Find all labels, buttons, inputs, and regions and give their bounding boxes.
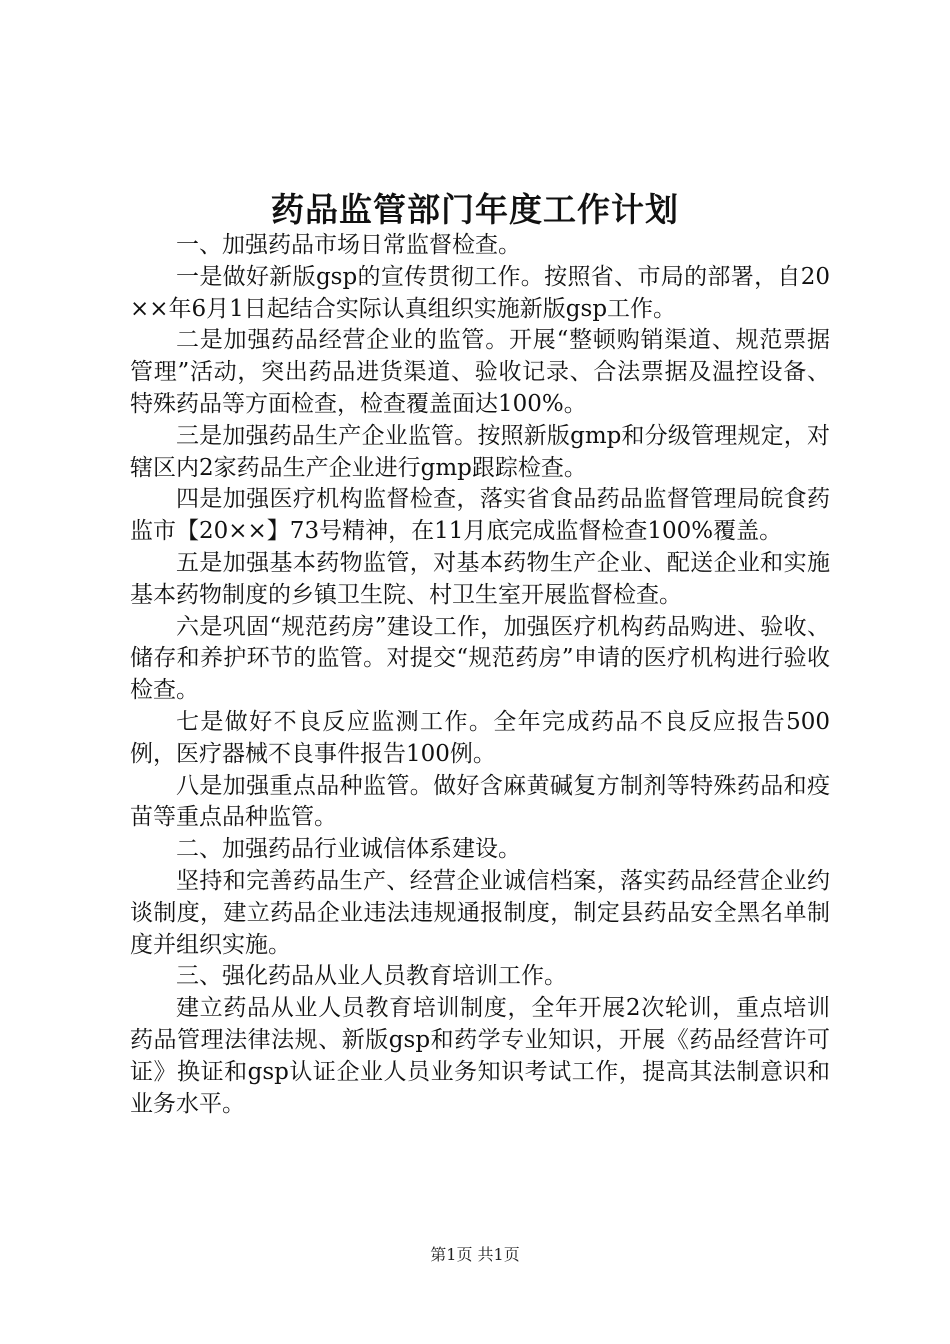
paragraph-item-2: 二是加强药品经营企业的监管。开展“整顿购销渠道、规范票据管理”活动，突出药品进货渠道、验收记录、合法票据及温控设备、特殊药品等方面检查，检查覆盖面达100%。 — [130, 327, 830, 417]
section-heading-3: 三、强化药品从业人员教育培训工作。 — [176, 963, 567, 990]
paragraph-item-4: 四是加强医疗机构监督检查，落实省食品药品监督管理局皖食药监市【20××】73号精神，在11月底完成监督检查100%覆盖。 — [130, 486, 830, 545]
paragraph-item-1: 一是做好新版gsp的宣传贯彻工作。按照省、市局的部署，自20××年6月1日起结合实际认真组织实施新版gsp工作。 — [130, 263, 830, 322]
paragraph-integrity: 坚持和完善药品生产、经营企业诚信档案，落实药品经营企业约谈制度，建立药品企业违法违规通报制度，制定县药品安全黑名单制度并组织实施。 — [130, 867, 830, 958]
document-title: 药品监管部门年度工作计划 — [271, 190, 679, 229]
paragraph-item-8: 八是加强重点品种监管。做好含麻黄碱复方制剂等特殊药品和疫苗等重点品种监管。 — [130, 772, 830, 831]
page-total: 共1页 — [477, 1245, 520, 1264]
section-heading-1: 一、加强药品市场日常监督检查。 — [176, 232, 521, 258]
paragraph-item-5: 五是加强基本药物监管，对基本药物生产企业、配送企业和实施基本药物制度的乡镇卫生院、村卫生室开展监督检查。 — [130, 549, 830, 608]
document-body — [130, 230, 830, 1120]
section-heading-2: 二、加强药品行业诚信体系建设。 — [176, 836, 521, 863]
page-footer — [0, 1243, 950, 1267]
paragraph-training: 建立药品从业人员教育培训制度，全年开展2次轮训，重点培训药品管理法律法规、新版gsp和药学专业知识，开展《药品经营许可证》换证和gsp认证企业人员业务知识考试工作，提高其法制意识和业务水平。 — [130, 995, 830, 1117]
page-number: 第1页 — [430, 1245, 473, 1264]
paragraph-item-6: 六是巩固“规范药房”建设工作，加强医疗机构药品购进、验收、储存和养护环节的监管。对提交“规范药房”申请的医疗机构进行验收检查。 — [130, 613, 830, 704]
paragraph-item-7: 七是做好不良反应监测工作。全年完成药品不良反应报告500例，医疗器械不良事件报告100例。 — [130, 708, 830, 767]
paragraph-item-3: 三是加强药品生产企业监管。按照新版gmp和分级管理规定，对辖区内2家药品生产企业进行gmp跟踪检查。 — [130, 422, 830, 481]
